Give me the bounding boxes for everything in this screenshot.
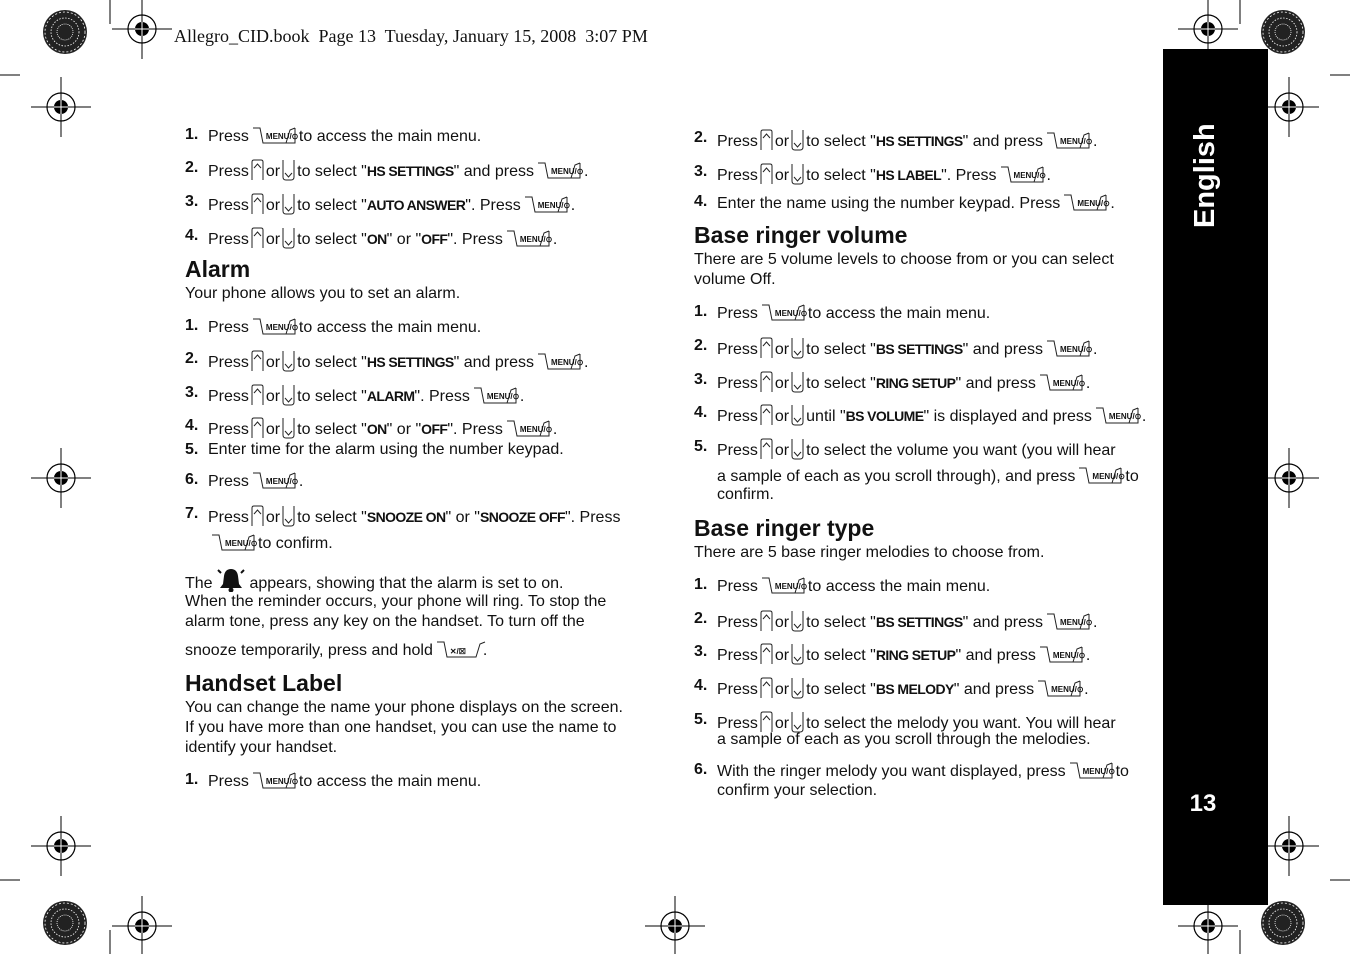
down-arrow-icon: [791, 404, 804, 426]
reminder-line: alarm tone, press any key on the handset. To turn off the: [185, 613, 585, 630]
up-arrow-icon: [760, 677, 773, 699]
menu-key-icon: MENU/⊙: [1046, 131, 1090, 149]
down-arrow-icon: [282, 505, 295, 527]
menu-key-icon: MENU/⊙: [1069, 761, 1113, 779]
down-arrow-icon: [282, 384, 295, 406]
print-header: Allegro_CID.book Page 13 Tuesday, January 15, 2008 3:07 PM: [174, 26, 648, 46]
up-arrow-icon: [760, 404, 773, 426]
menu-key-icon: MENU/⊙: [473, 386, 517, 404]
menu-key-icon: MENU/⊙: [761, 303, 805, 321]
alarm-intro: Your phone allows you to set an alarm.: [185, 285, 461, 302]
up-arrow-icon: [760, 371, 773, 393]
down-arrow-icon: [791, 677, 804, 699]
back-key-icon: ✕/☒: [436, 640, 480, 658]
down-arrow-icon: [791, 129, 804, 151]
down-arrow-icon: [791, 438, 804, 460]
menu-key-icon: MENU/⊙: [1046, 612, 1090, 630]
down-arrow-icon: [282, 159, 295, 181]
menu-key-icon: MENU/⊙: [252, 771, 296, 789]
menu-key-icon: MENU/⊙: [1000, 165, 1044, 183]
menu-key-icon: MENU/⊙: [252, 126, 296, 144]
menu-key-icon: MENU/⊙: [506, 419, 550, 437]
reminder-line: snooze temporarily, press and hold ✕/☒ .: [185, 642, 488, 659]
menu-key-icon: MENU/⊙: [506, 229, 550, 247]
menu-key-icon: MENU/⊙: [1039, 373, 1083, 391]
section-title-base-ringer-type: Base ringer type: [694, 515, 875, 541]
up-arrow-icon: [251, 227, 264, 249]
reminder-line: When the reminder occurs, your phone will ring. To stop the: [185, 593, 607, 610]
page-number: 13: [1189, 790, 1217, 817]
volume-paragraph: There are 5 volume levels to choose from or you can select: [694, 251, 1114, 268]
language-label: English: [1189, 123, 1221, 228]
up-arrow-icon: [760, 438, 773, 460]
menu-key-icon: MENU/⊙: [524, 195, 568, 213]
menu-key-icon: MENU/⊙: [1063, 193, 1107, 211]
down-arrow-icon: [791, 610, 804, 632]
down-arrow-icon: [791, 711, 804, 733]
alarm-icon-note: The appears, showing that the alarm is set to on.: [185, 566, 563, 594]
up-arrow-icon: [760, 711, 773, 733]
up-arrow-icon: [760, 610, 773, 632]
up-arrow-icon: [760, 643, 773, 665]
menu-key-icon: MENU/⊙: [1039, 645, 1083, 663]
up-arrow-icon: [251, 350, 264, 372]
down-arrow-icon: [791, 163, 804, 185]
menu-key-icon: MENU/⊙: [1078, 466, 1122, 484]
menu-key-icon: MENU/⊙: [537, 352, 581, 370]
menu-key-icon: MENU/⊙: [252, 471, 296, 489]
down-arrow-icon: [791, 337, 804, 359]
menu-key-icon: MENU/⊙: [1095, 406, 1139, 424]
menu-key-icon: MENU/⊙: [761, 576, 805, 594]
alarm-bell-icon: [217, 566, 245, 592]
type-paragraph: There are 5 base ringer melodies to choose from.: [694, 544, 1045, 561]
down-arrow-icon: [282, 417, 295, 439]
up-arrow-icon: [760, 337, 773, 359]
menu-key-icon: MENU/⊙: [211, 533, 255, 551]
up-arrow-icon: [251, 193, 264, 215]
up-arrow-icon: [251, 505, 264, 527]
down-arrow-icon: [282, 350, 295, 372]
handset-paragraph: You can change the name your phone displays on the screen.: [185, 699, 623, 716]
handset-paragraph: identify your handset.: [185, 739, 338, 756]
section-title-base-ringer-volume: Base ringer volume: [694, 222, 908, 248]
volume-paragraph: volume Off.: [694, 271, 776, 288]
menu-key-icon: MENU/⊙: [537, 161, 581, 179]
section-title-handset-label: Handset Label: [185, 670, 343, 696]
down-arrow-icon: [791, 371, 804, 393]
up-arrow-icon: [251, 159, 264, 181]
up-arrow-icon: [760, 129, 773, 151]
handset-paragraph: If you have more than one handset, you can use the name to: [185, 719, 617, 736]
down-arrow-icon: [791, 643, 804, 665]
menu-key-icon: MENU/⊙: [1037, 679, 1081, 697]
menu-key-icon: MENU/⊙: [252, 317, 296, 335]
up-arrow-icon: [251, 384, 264, 406]
down-arrow-icon: [282, 227, 295, 249]
menu-key-icon: MENU/⊙: [1046, 339, 1090, 357]
down-arrow-icon: [282, 193, 295, 215]
up-arrow-icon: [251, 417, 264, 439]
up-arrow-icon: [760, 163, 773, 185]
section-title-alarm: Alarm: [185, 256, 251, 282]
